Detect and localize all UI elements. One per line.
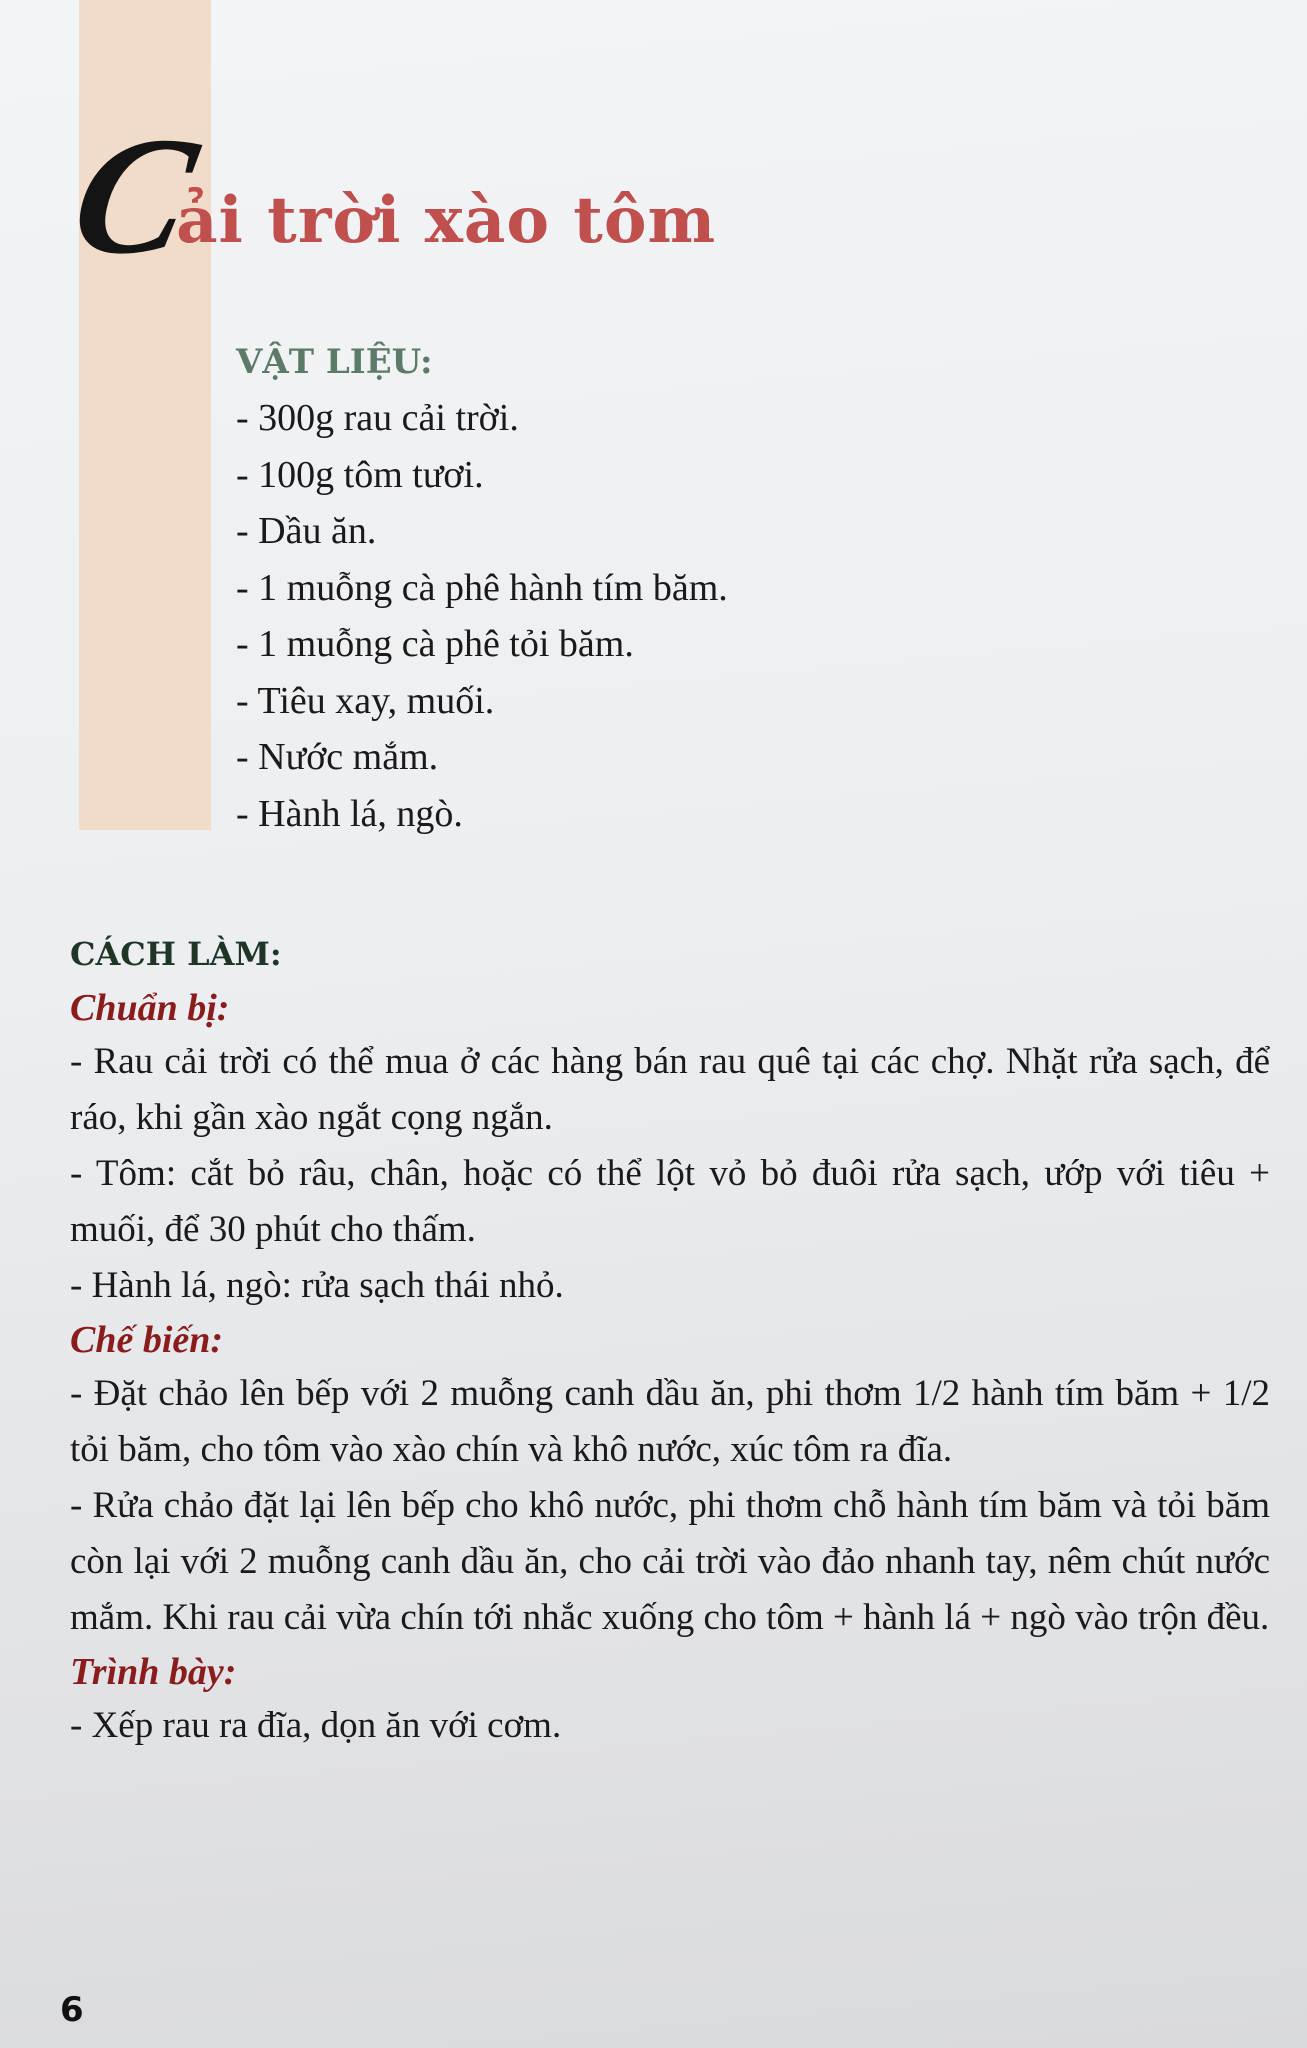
title-drop-cap: C	[58, 103, 210, 289]
ingredients-heading: VẬT LIỆU:	[236, 342, 433, 382]
ingredient-item: - Dầu ăn.	[236, 510, 377, 552]
preparation-heading: Chuẩn bị:	[70, 987, 230, 1029]
page-number: 6	[60, 1990, 84, 2030]
preparation-step: - Tôm: cắt bỏ râu, chân, hoặc có thể lột vỏ bỏ đuôi rửa sạch, ướp với tiêu + muối, để 30 phút cho thấm.	[70, 1153, 1270, 1250]
title-text: ải trời xào tôm	[176, 183, 717, 258]
preparation-step: - Hành lá, ngò: rửa sạch thái nhỏ.	[70, 1265, 564, 1306]
cooking-heading: Chế biến:	[70, 1319, 224, 1361]
ingredient-item: - 100g tôm tươi.	[236, 453, 484, 496]
ingredients-section	[236, 342, 728, 842]
ingredient-item: - Hành lá, ngò.	[236, 792, 463, 835]
serving-step: - Xếp rau ra đĩa, dọn ăn với cơm.	[70, 1705, 562, 1746]
ingredient-item: - Tiêu xay, muối.	[236, 679, 495, 722]
ingredient-item: - 300g rau cải trời.	[236, 397, 519, 439]
serving-heading: Trình bày:	[70, 1651, 237, 1693]
method-heading: CÁCH LÀM:	[70, 935, 282, 973]
cooking-step: - Đặt chảo lên bếp với 2 muỗng canh dầu ăn, phi thơm 1/2 hành tím băm + 1/2 tỏi băm, cho tôm vào xào chín và khô nước, xúc tôm ra đĩa.	[70, 1373, 1270, 1470]
preparation-step: - Rau cải trời có thể mua ở các hàng bán rau quê tại các chợ. Nhặt rửa sạch, để ráo, khi gần xào ngắt cọng ngắn.	[70, 1041, 1270, 1138]
method-section	[70, 930, 1270, 1754]
ingredients-list	[236, 390, 728, 842]
ingredient-item: - Nước mắm.	[236, 736, 439, 778]
ingredient-item: - 1 muỗng cà phê tỏi băm.	[236, 623, 634, 665]
cooking-step: - Rửa chảo đặt lại lên bếp cho khô nước, phi thơm chỗ hành tím băm và tỏi băm còn lại với 2 muỗng canh dầu ăn, cho cải trời vào đảo nhanh tay, nêm chút nước mắm. Khi rau cải vừa chín tới nhắc xuống cho tôm + hành lá + ngò vào trộn đều.	[70, 1485, 1270, 1638]
recipe-title	[58, 103, 717, 289]
ingredient-item: - 1 muỗng cà phê hành tím băm.	[236, 566, 728, 609]
